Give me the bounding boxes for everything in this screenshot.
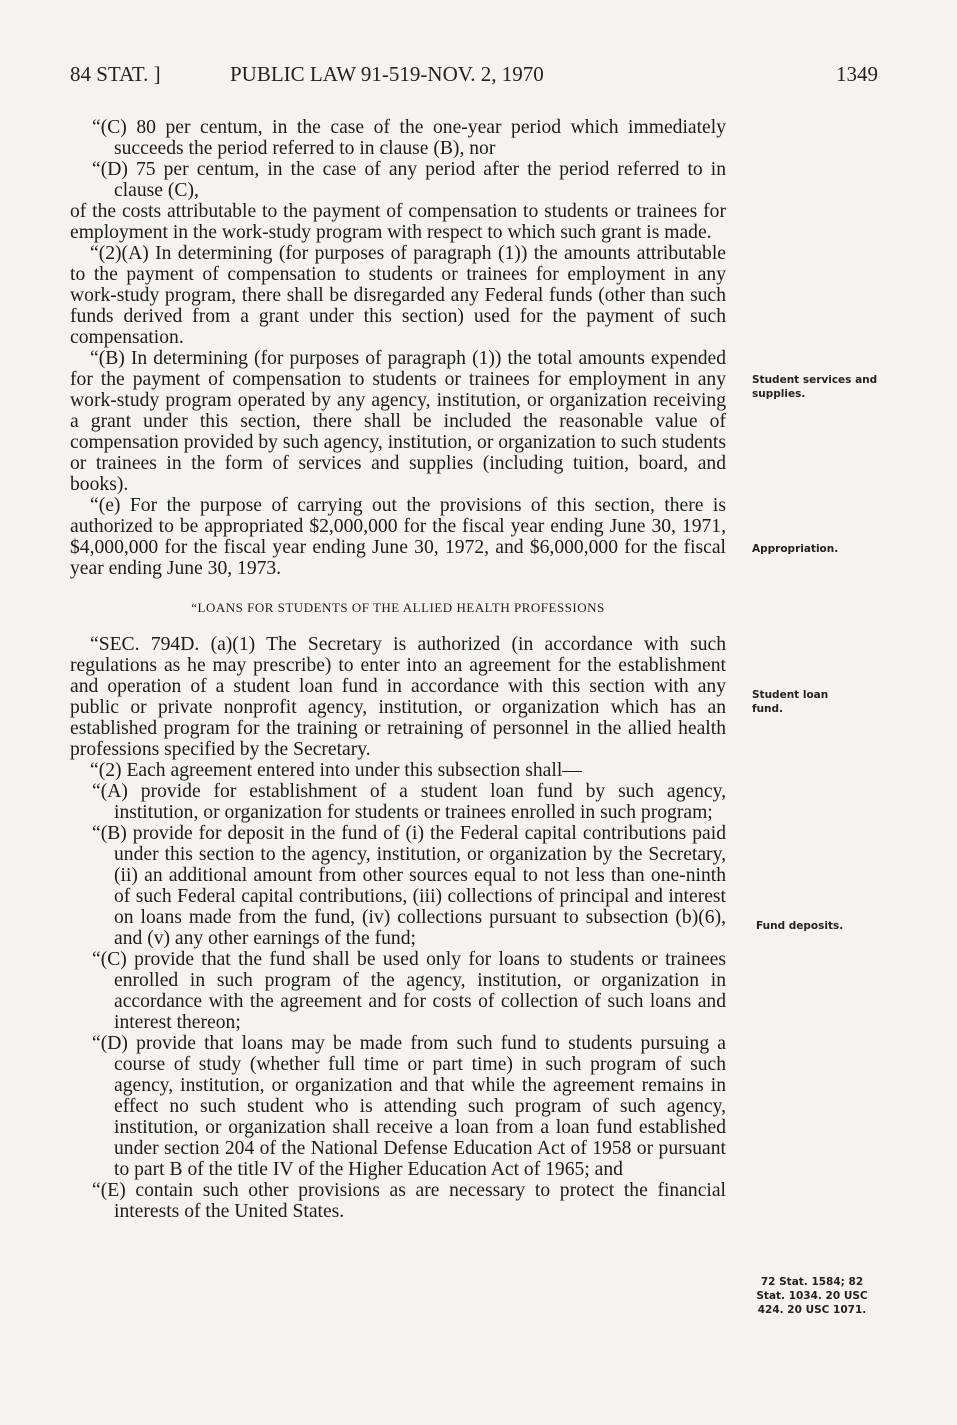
body-text: [70, 117, 726, 1222]
subparagraph-e: “(E) contain such other provisions as are necessary to protect the financial interests of the United States.: [92, 1180, 726, 1222]
margin-note-student-loan-fund: Student loan fund.: [752, 689, 829, 715]
subparagraph-b: “(B) provide for deposit in the fund of (i) the Federal capital contributions paid under this section to the agency, institution, or organization by the Secretary, (ii) an additional amount from other sources equal to not less than one-ninth of such Federal capital contributions, (iii) collections of principal and interest on loans made from the fund, (iv) collections pursuant to subsection (b)(6), and (v) any other earnings of the fund;: [92, 823, 726, 949]
statute-volume: 84 STAT. ]: [70, 62, 161, 86]
section-794d-a1: “SEC. 794D. (a)(1) The Secretary is authorized (in accordance with such regulations as he may prescribe) to enter into an agreement for the establishment and operation of a student loan fund in accordance with this section with any public or private nonprofit agency, institution, or organization which has an established program for the training or retraining of personnel in the allied health professions specified by the Secretary.: [70, 634, 726, 760]
clause-c: “(C) 80 per centum, in the case of the one-year period which immediately succeeds the period referred to in clause (B), nor: [92, 117, 726, 159]
clause-d: “(D) 75 per centum, in the case of any period after the period referred to in clause (C),: [92, 159, 726, 201]
margin-note-citations: 72 Stat. 1584; 82 Stat. 1034. 20 USC 424. 20 USC 1071.: [756, 1276, 868, 1316]
paragraph-2b: “(B) In determining (for purposes of paragraph (1)) the total amounts expended for the payment of compensation to students or trainees for employment in any work-study program operated by any agency, institution, or organization receiving a grant under this section, there shall be included the reasonable value of compensation provided by such agency, institution, or organization to such students or trainees in the form of services and supplies (including tuition, board, and books).: [70, 348, 726, 495]
section-heading: “LOANS FOR STUDENTS OF THE ALLIED HEALTH PROFESSIONS: [191, 600, 605, 615]
page-header: [70, 62, 878, 92]
law-title: PUBLIC LAW 91-519-NOV. 2, 1970: [230, 62, 544, 86]
costs-paragraph: of the costs attributable to the payment of compensation to students or trainees for employment in the work-study program with respect to which such grant is made.: [70, 201, 726, 243]
subparagraph-a: “(A) provide for establishment of a student loan fund by such agency, institution, or organization for students or trainees enrolled in such program;: [92, 781, 726, 823]
paragraph-2a: “(2)(A) In determining (for purposes of paragraph (1)) the amounts attributable to the payment of compensation to students or trainees for employment in any work-study program, there shall be disregarded any Federal funds (other than such funds derived from a grant under this section) used for the payment of such compensation.: [70, 243, 726, 348]
page-number: 1349: [836, 62, 878, 86]
margin-note-fund-deposits: Fund deposits.: [756, 920, 844, 932]
paragraph-2: “(2) Each agreement entered into under this subsection shall—: [90, 760, 582, 781]
margin-note-student-services: Student services and supplies.: [752, 374, 878, 400]
subsection-e: “(e) For the purpose of carrying out the provisions of this section, there is authorized to be appropriated $2,000,000 for the fiscal year ending June 30, 1971, $4,000,000 for the fiscal year ending June 30, 1972, and $6,000,000 for the fiscal year ending June 30, 1973.: [70, 495, 726, 579]
subparagraph-d: “(D) provide that loans may be made from such fund to students pursuing a course of study (whether full time or part time) in such program of such agency, institution, or organization and that while the agreement remains in effect no such student who is attending such program of such agency, institution, or organization shall receive a loan from a loan fund established under section 204 of the National Defense Education Act of 1958 or pursuant to part B of the title IV of the Higher Education Act of 1965; and: [92, 1033, 726, 1180]
subparagraph-c: “(C) provide that the fund shall be used only for loans to students or trainees enrolled in such program of the agency, institution, or organization in accordance with the agreement and for costs of collection of such loans and interest thereon;: [92, 949, 726, 1033]
margin-note-appropriation: Appropriation.: [752, 543, 839, 555]
